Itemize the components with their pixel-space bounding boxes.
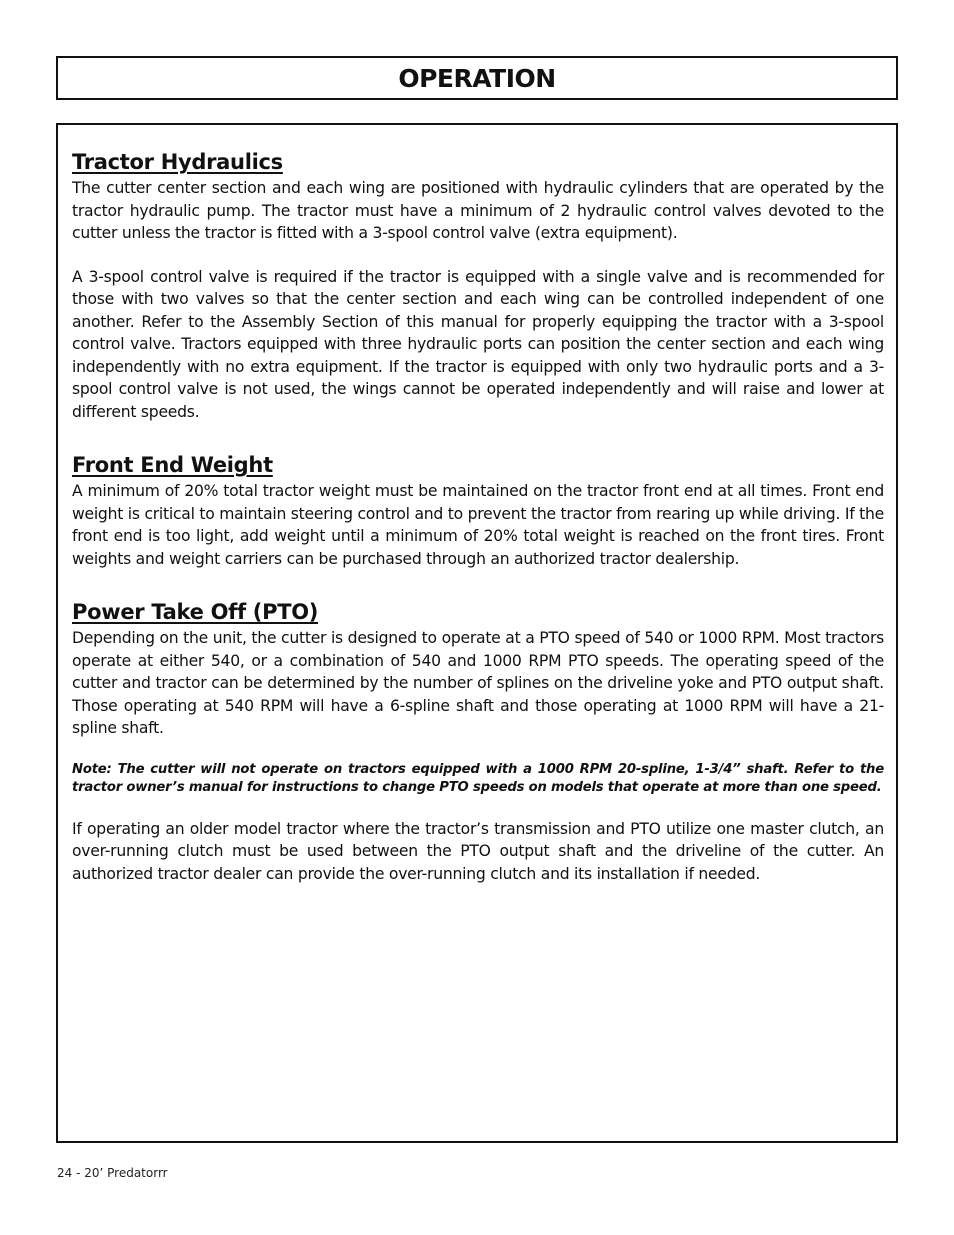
heading-tractor-hydraulics: Tractor Hydraulics (72, 150, 283, 174)
page-footer: 24 - 20’ Predatorrr (57, 1166, 168, 1180)
content-body (72, 147, 884, 885)
paragraph: A minimum of 20% total tractor weight must be maintained on the tractor front end at all times. Front end weight is critical to maintain steering control and to prevent the tractor from rearing up while driving. If the front end is too light, add weight until a minimum of 20% total weight is reached on the front tires. Front weights and weight carriers can be purchased through an authorized tractor dealership. (72, 482, 884, 568)
paragraph: If operating an older model tractor where the tractor’s transmission and PTO utilize one master clutch, an over-running clutch must be used between the PTO output shaft and the driveline of the cutter. An authorized tractor dealer can provide the over-running clutch and its installation if needed. (72, 819, 884, 883)
content-box (56, 123, 898, 1143)
paragraph: Depending on the unit, the cutter is designed to operate at a PTO speed of 540 or 1000 RPM. Most tractors operate at either 540, or a combination of 540 and 1000 RPM PTO speeds. The operating speed of the cutter and tractor can be determined by the number of splines on the driveline yoke and PTO output shaft. Those operating at 540 RPM will have a 6-spline shaft and those operating at 1000 RPM will have a 21-spline shaft. (72, 629, 884, 737)
paragraph: A 3-spool control valve is required if the tractor is equipped with a single valve and is recommended for those with two valves so that the center section and each wing can be controlled independent of one another. Refer to the Assembly Section of this manual for properly equipping the tractor with a 3-spool control valve. Tractors equipped with three hydraulic ports can position the center section and each wing independently with no extra equipment. If the tractor is equipped with only two hydraulic ports and a 3-spool control valve is not used, the wings cannot be operated independently and will raise and lower at different speeds. (72, 267, 884, 421)
note-text: Note: The cutter will not operate on tractors equipped with a 1000 RPM 20-spline, 1-3/4” shaft. Refer to the tractor owner’s manual for instructions to change PTO speeds on models that operate at more than one speed. (72, 761, 884, 795)
paragraph: The cutter center section and each wing are positioned with hydraulic cylinders that are operated by the tractor hydraulic pump. The tractor must have a minimum of 2 hydraulic control valves devoted to the cutter unless the tractor is fitted with a 3-spool control valve (extra equipment). (72, 179, 884, 242)
heading-front-end-weight: Front End Weight (72, 453, 273, 477)
section-header-box (56, 56, 898, 100)
heading-power-take-off: Power Take Off (PTO) (72, 600, 319, 624)
page-title: OPERATION (398, 63, 556, 93)
